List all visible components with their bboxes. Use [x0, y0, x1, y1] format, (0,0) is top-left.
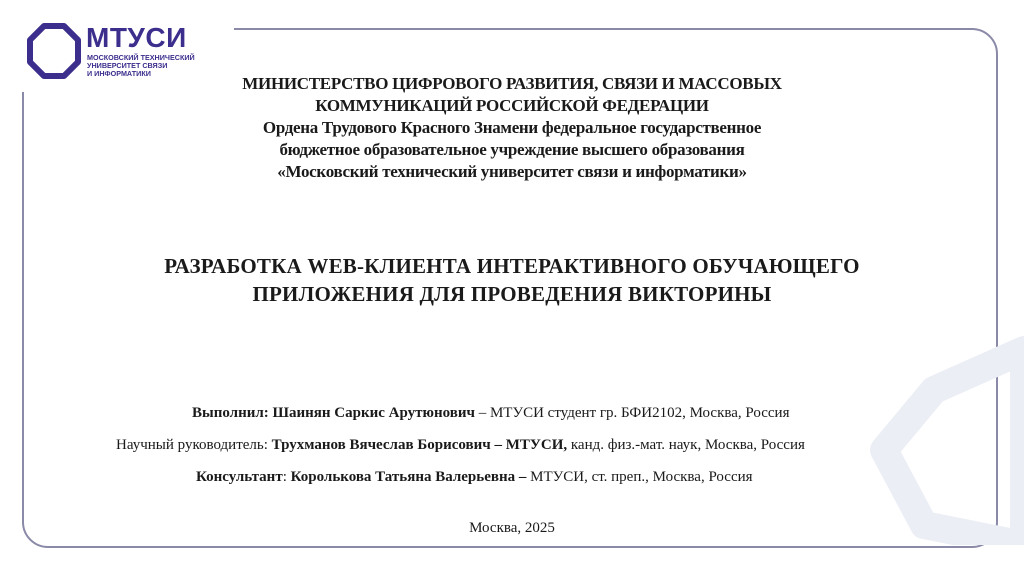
- title-line: РАЗРАБОТКА WEB-КЛИЕНТА ИНТЕРАКТИВНОГО ОБУЧАЮЩЕГО: [164, 254, 860, 278]
- ministry-line: КОММУНИКАЦИЙ РОССИЙСКОЙ ФЕДЕРАЦИИ: [315, 96, 709, 115]
- author-details: МТУСИ студент гр. БФИ2102, Москва, Россия: [486, 405, 790, 421]
- consultant-name: Королькова Татьяна Валерьевна –: [286, 469, 527, 485]
- hexagon-watermark: [844, 330, 1024, 545]
- logo-title: МТУСИ: [86, 22, 187, 53]
- logo-octagon-icon: [26, 22, 82, 82]
- supervisor-name: Трухманов Вячеслав Борисович –: [267, 437, 502, 453]
- ministry-header: [120, 73, 904, 183]
- logo-subtitle: МОСКОВСКИЙ ТЕХНИЧЕСКИЙ УНИВЕРСИТЕТ СВЯЗИ И ИНФОРМАТИКИ: [87, 53, 195, 78]
- supervisor-line: Научный руководитель: Трухманов Вячеслав Борисович – МТУСИ, канд. физ.-мат. наук, Москва, Россия: [116, 437, 805, 453]
- consultant-details: МТУСИ, ст. преп., Москва, Россия: [526, 469, 753, 485]
- supervisor-details: канд. физ.-мат. наук, Москва, Россия: [567, 437, 805, 453]
- author-line: Выполнил: Шаинян Саркис Арутюнович – МТУСИ студент гр. БФИ2102, Москва, Россия: [192, 405, 790, 421]
- consultant-line: Консультант: Королькова Татьяна Валерьевна – МТУСИ, ст. преп., Москва, Россия: [196, 469, 753, 485]
- ministry-line: МИНИСТЕРСТВО ЦИФРОВОГО РАЗВИТИЯ, СВЯЗИ И МАССОВЫХ: [242, 74, 782, 93]
- title-line: ПРИЛОЖЕНИЯ ДЛЯ ПРОВЕДЕНИЯ ВИКТОРИНЫ: [252, 282, 772, 306]
- author-name: Шаинян Саркис Арутюнович: [272, 405, 475, 421]
- thesis-title: [60, 252, 964, 308]
- institution-line: «Московский технический университет связи и информатики»: [277, 162, 747, 181]
- city-year: Москва, 2025: [469, 520, 555, 536]
- institution-line: бюджетное образовательное учреждение высшего образования: [279, 140, 745, 159]
- supervisor-role: Научный руководитель: [116, 437, 264, 453]
- author-role: Выполнил:: [192, 405, 269, 421]
- consultant-role: Консультант: [196, 469, 283, 485]
- institution-line: Ордена Трудового Красного Знамени федеральное государственное: [262, 118, 762, 137]
